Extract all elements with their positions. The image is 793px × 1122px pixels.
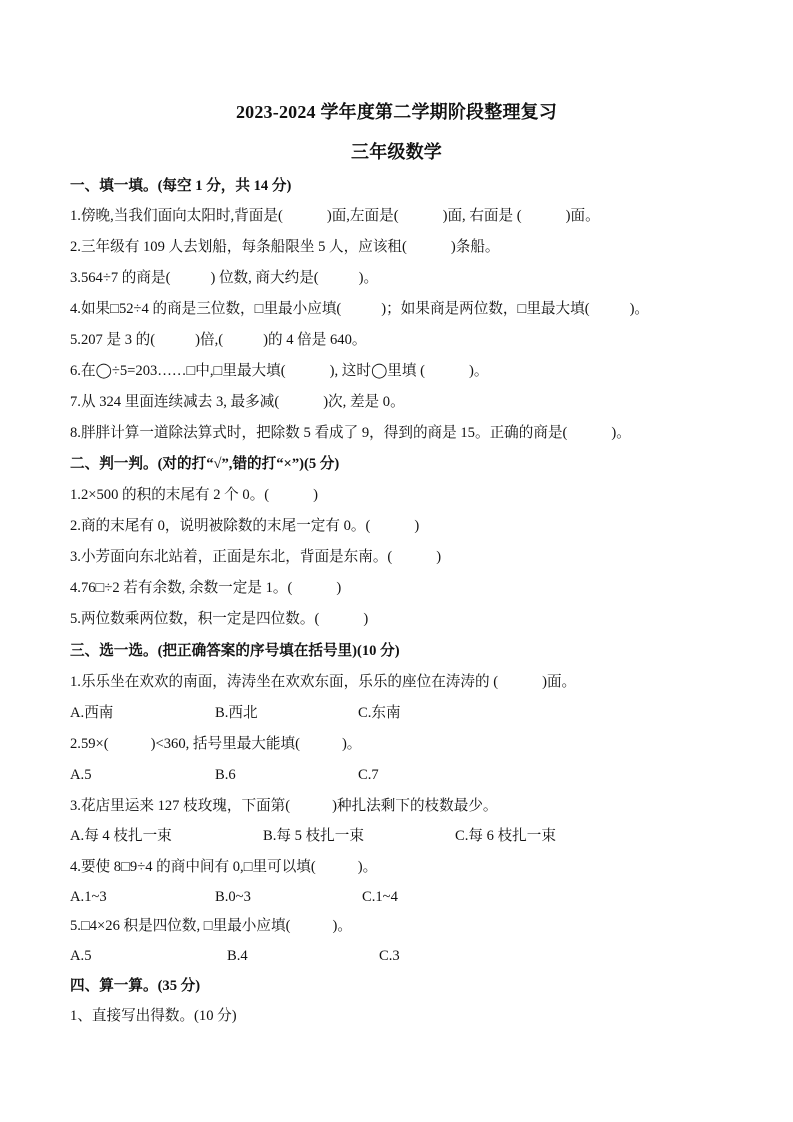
question-fill-6: 6.在◯÷5=203……□中,□里最大填( ), 这时◯里填 ( )。 <box>70 363 489 379</box>
choice-option-a: A.5 <box>70 767 92 783</box>
question-choice-2: 2.59×( )<360, 括号里最大能填( )。 <box>70 736 362 752</box>
question-judge-3: 3.小芳面向东北站着，正面是东北，背面是东南。( ) <box>70 549 442 565</box>
question-judge-5: 5.两位数乘两位数，积一定是四位数。( ) <box>70 611 369 627</box>
choice-option-b: B.西北 <box>215 705 258 721</box>
question-choice-1: 1.乐乐坐在欢欢的南面，涛涛坐在欢欢东面，乐乐的座位在涛涛的 ( )面。 <box>70 674 577 690</box>
choice-option-a: A.每 4 枝扎一束 <box>70 828 172 844</box>
section-heading-calculation: 四、算一算。(35 分) <box>70 978 201 994</box>
question-fill-5: 5.207 是 3 的( )倍,( )的 4 倍是 640。 <box>70 332 367 348</box>
question-fill-1: 1.傍晚,当我们面向太阳时,背面是( )面,左面是( )面, 右面是 ( )面。 <box>70 208 600 224</box>
section-heading-fill-in: 一、填一填。(每空 1 分，共 14 分) <box>70 178 292 194</box>
choice-option-c: C.每 6 枝扎一束 <box>455 828 556 844</box>
choice-option-b: B.6 <box>215 767 236 783</box>
section-heading-true-false: 二、判一判。(对的打“√”,错的打“×”)(5 分) <box>70 456 340 472</box>
choice-option-a: A.1~3 <box>70 889 107 905</box>
question-judge-4: 4.76□÷2 若有余数, 余数一定是 1。( ) <box>70 580 342 596</box>
choice-option-c: C.1~4 <box>362 889 398 905</box>
document-title: 2023-2024 学年度第二学期阶段整理复习 <box>235 102 558 122</box>
choice-option-a: A.5 <box>70 948 92 964</box>
question-fill-8: 8.胖胖计算一道除法算式时，把除数 5 看成了 9，得到的商是 15。正确的商是( )。 <box>70 425 631 441</box>
question-choice-5: 5.□4×26 积是四位数, □里最小应填( )。 <box>70 918 352 934</box>
choice-option-b: B.4 <box>227 948 248 964</box>
choice-option-c: C.3 <box>379 948 400 964</box>
choice-option-c: C.7 <box>358 767 379 783</box>
subsection-direct-answers: 1、直接写出得数。(10 分) <box>70 1008 237 1024</box>
question-judge-2: 2.商的末尾有 0，说明被除数的末尾一定有 0。( ) <box>70 518 420 534</box>
choice-option-b: B.0~3 <box>215 889 251 905</box>
question-fill-2: 2.三年级有 109 人去划船，每条船限坐 5 人，应该租( )条船。 <box>70 239 500 255</box>
question-fill-7: 7.从 324 里面连续减去 3, 最多减( )次, 差是 0。 <box>70 394 405 410</box>
document-subtitle: 三年级数学 <box>351 142 442 162</box>
choice-option-b: B.每 5 枝扎一束 <box>263 828 364 844</box>
question-choice-4: 4.要使 8□9÷4 的商中间有 0,□里可以填( )。 <box>70 859 378 875</box>
question-choice-3: 3.花店里运来 127 枝玫瑰，下面第( )种扎法剩下的枝数最少。 <box>70 798 498 814</box>
question-judge-1: 1.2×500 的积的末尾有 2 个 0。( ) <box>70 487 319 503</box>
question-fill-3: 3.564÷7 的商是( ) 位数, 商大约是( )。 <box>70 270 379 286</box>
section-heading-multiple-choice: 三、选一选。(把正确答案的序号填在括号里)(10 分) <box>70 643 400 659</box>
choice-option-c: C.东南 <box>358 705 401 721</box>
choice-option-a: A.西南 <box>70 705 114 721</box>
question-fill-4: 4.如果□52÷4 的商是三位数，□里最小应填( )；如果商是两位数，□里最大填( )。 <box>70 301 650 317</box>
